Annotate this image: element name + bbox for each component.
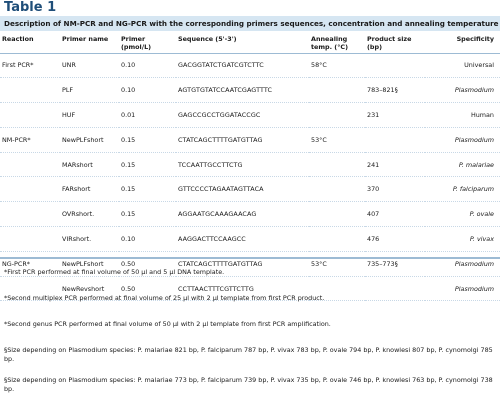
cell-primer-name: VIRshort.	[60, 227, 119, 252]
cell-product-size: 231	[365, 103, 425, 128]
cell-primer-conc: 0.15	[119, 202, 176, 227]
cell-reaction: NG-PCR*	[0, 251, 60, 276]
table-row	[0, 53, 500, 78]
table-description: Description of NM-PCR and NG-PCR with the corresponding primers sequences, concentration and annealing temperature	[0, 16, 500, 31]
cell-primer-name: NewPLFshort	[60, 251, 119, 276]
primer-table	[0, 31, 500, 301]
cell-sequence: GACGGTATCTGATCGTCTTC	[176, 53, 309, 78]
cell-primer-conc: 0.01	[119, 103, 176, 128]
cell-specificity: Universal	[425, 53, 500, 78]
header-reaction: Reaction	[0, 31, 60, 53]
table-row	[0, 202, 500, 227]
table-row	[0, 152, 500, 177]
cell-specificity: P. ovale	[425, 202, 500, 227]
cell-primer-conc: 0.50	[119, 276, 176, 301]
cell-reaction	[0, 103, 60, 128]
footnote-genus-pcr: *Second genus PCR performed at final volume of 50 μl with 2 μl template from first PCR amplification.	[4, 320, 331, 328]
cell-product-size: 241	[365, 152, 425, 177]
cell-specificity: P. malariae	[425, 152, 500, 177]
cell-product-size	[365, 127, 425, 152]
cell-primer-name: NewPLFshort	[60, 127, 119, 152]
cell-primer-name: PLF	[60, 78, 119, 103]
footnote-size-first: §Size depending on Plasmodium species: P. malariae 821 bp, P. falciparum 787 bp, P. vivax 783 bp, P. ovale 794 bp, P. knowlesi 807 bp, P. cynomolgi 785 bp.	[4, 346, 493, 363]
cell-primer-conc: 0.50	[119, 251, 176, 276]
cell-primer-name: UNR	[60, 53, 119, 78]
footnote-multiplex-pcr: *Second multiplex PCR performed at final volume of 25 μl with 2 μl template from first PCR product.	[4, 294, 325, 302]
cell-primer-conc: 0.10	[119, 53, 176, 78]
header-primer-name: Primer name	[60, 31, 119, 53]
cell-sequence: TCCAATTGCCTTCTG	[176, 152, 309, 177]
cell-specificity: Plasmodium	[425, 276, 500, 301]
cell-specificity: P. vivax	[425, 227, 500, 252]
cell-sequence: CTATCAGCTTTTGATGTTAG	[176, 251, 309, 276]
cell-sequence: GTTCCCCTAGAATAGTTACA	[176, 177, 309, 202]
header-specificity: Specificity	[425, 31, 500, 53]
header-sequence: Sequence (5'-3')	[176, 31, 309, 53]
cell-annealing	[309, 103, 365, 128]
cell-product-size: 735–773§	[365, 251, 425, 276]
cell-reaction	[0, 202, 60, 227]
cell-product-size	[365, 53, 425, 78]
cell-sequence: AGTGTGTATCCAATCGAGTTTC	[176, 78, 309, 103]
header-product-size: Product size (bp)	[365, 31, 425, 53]
cell-reaction	[0, 152, 60, 177]
cell-sequence: GAGCCGCCTGGATACCGC	[176, 103, 309, 128]
table-row	[0, 177, 500, 202]
header-primer-conc: Primer (pmol/L)	[119, 31, 176, 53]
cell-specificity: Plasmodium	[425, 127, 500, 152]
cell-annealing	[309, 152, 365, 177]
cell-reaction	[0, 177, 60, 202]
cell-product-size: 407	[365, 202, 425, 227]
cell-primer-name: MARshort	[60, 152, 119, 177]
cell-sequence: CCTTAACTTTCGTTCTTG	[176, 276, 309, 301]
footnote-size-second: §Size depending on Plasmodium species: P. malariae 773 bp, P. falciparum 739 bp, P. vivax 735 bp, P. ovale 746 bp, P. knowlesi 763 bp, P. cynomolgi 738 bp.	[4, 376, 493, 393]
cell-primer-name: HUF	[60, 103, 119, 128]
cell-annealing: 53°C	[309, 251, 365, 276]
table-bottom-rule	[0, 257, 500, 259]
cell-primer-conc: 0.15	[119, 127, 176, 152]
cell-specificity: P. falciparum	[425, 177, 500, 202]
cell-primer-name: OVRshort.	[60, 202, 119, 227]
cell-reaction	[0, 227, 60, 252]
cell-annealing: 58°C	[309, 53, 365, 78]
cell-reaction	[0, 78, 60, 103]
footnote-first-pcr: *First PCR performed at final volume of 50 μl and 5 μl DNA template.	[4, 268, 225, 276]
cell-primer-name: FARshort	[60, 177, 119, 202]
cell-sequence: CTATCAGCTTTTGATGTTAG	[176, 127, 309, 152]
cell-product-size: 476	[365, 227, 425, 252]
table-title: Table 1	[4, 0, 57, 15]
cell-product-size	[365, 276, 425, 301]
table-row	[0, 103, 500, 128]
cell-primer-conc: 0.10	[119, 78, 176, 103]
cell-reaction: First PCR*	[0, 53, 60, 78]
cell-annealing	[309, 177, 365, 202]
cell-primer-name: NewRevshort	[60, 276, 119, 301]
cell-annealing	[309, 78, 365, 103]
cell-primer-conc: 0.15	[119, 152, 176, 177]
cell-specificity: Plasmodium	[425, 78, 500, 103]
cell-sequence: AGGAATGCAAAGAACAG	[176, 202, 309, 227]
cell-specificity: Human	[425, 103, 500, 128]
cell-product-size: 783–821§	[365, 78, 425, 103]
header-row	[0, 31, 500, 53]
header-annealing: Annealing temp. (°C)	[309, 31, 365, 53]
cell-primer-conc: 0.15	[119, 177, 176, 202]
cell-specificity: Plasmodium	[425, 251, 500, 276]
cell-primer-conc: 0.10	[119, 227, 176, 252]
table-row	[0, 227, 500, 252]
cell-annealing: 53°C	[309, 127, 365, 152]
table-row	[0, 127, 500, 152]
cell-product-size: 370	[365, 177, 425, 202]
table-row	[0, 78, 500, 103]
cell-reaction: NM-PCR*	[0, 127, 60, 152]
cell-annealing	[309, 227, 365, 252]
cell-sequence: AAGGACTTCCAAGCC	[176, 227, 309, 252]
cell-annealing	[309, 202, 365, 227]
